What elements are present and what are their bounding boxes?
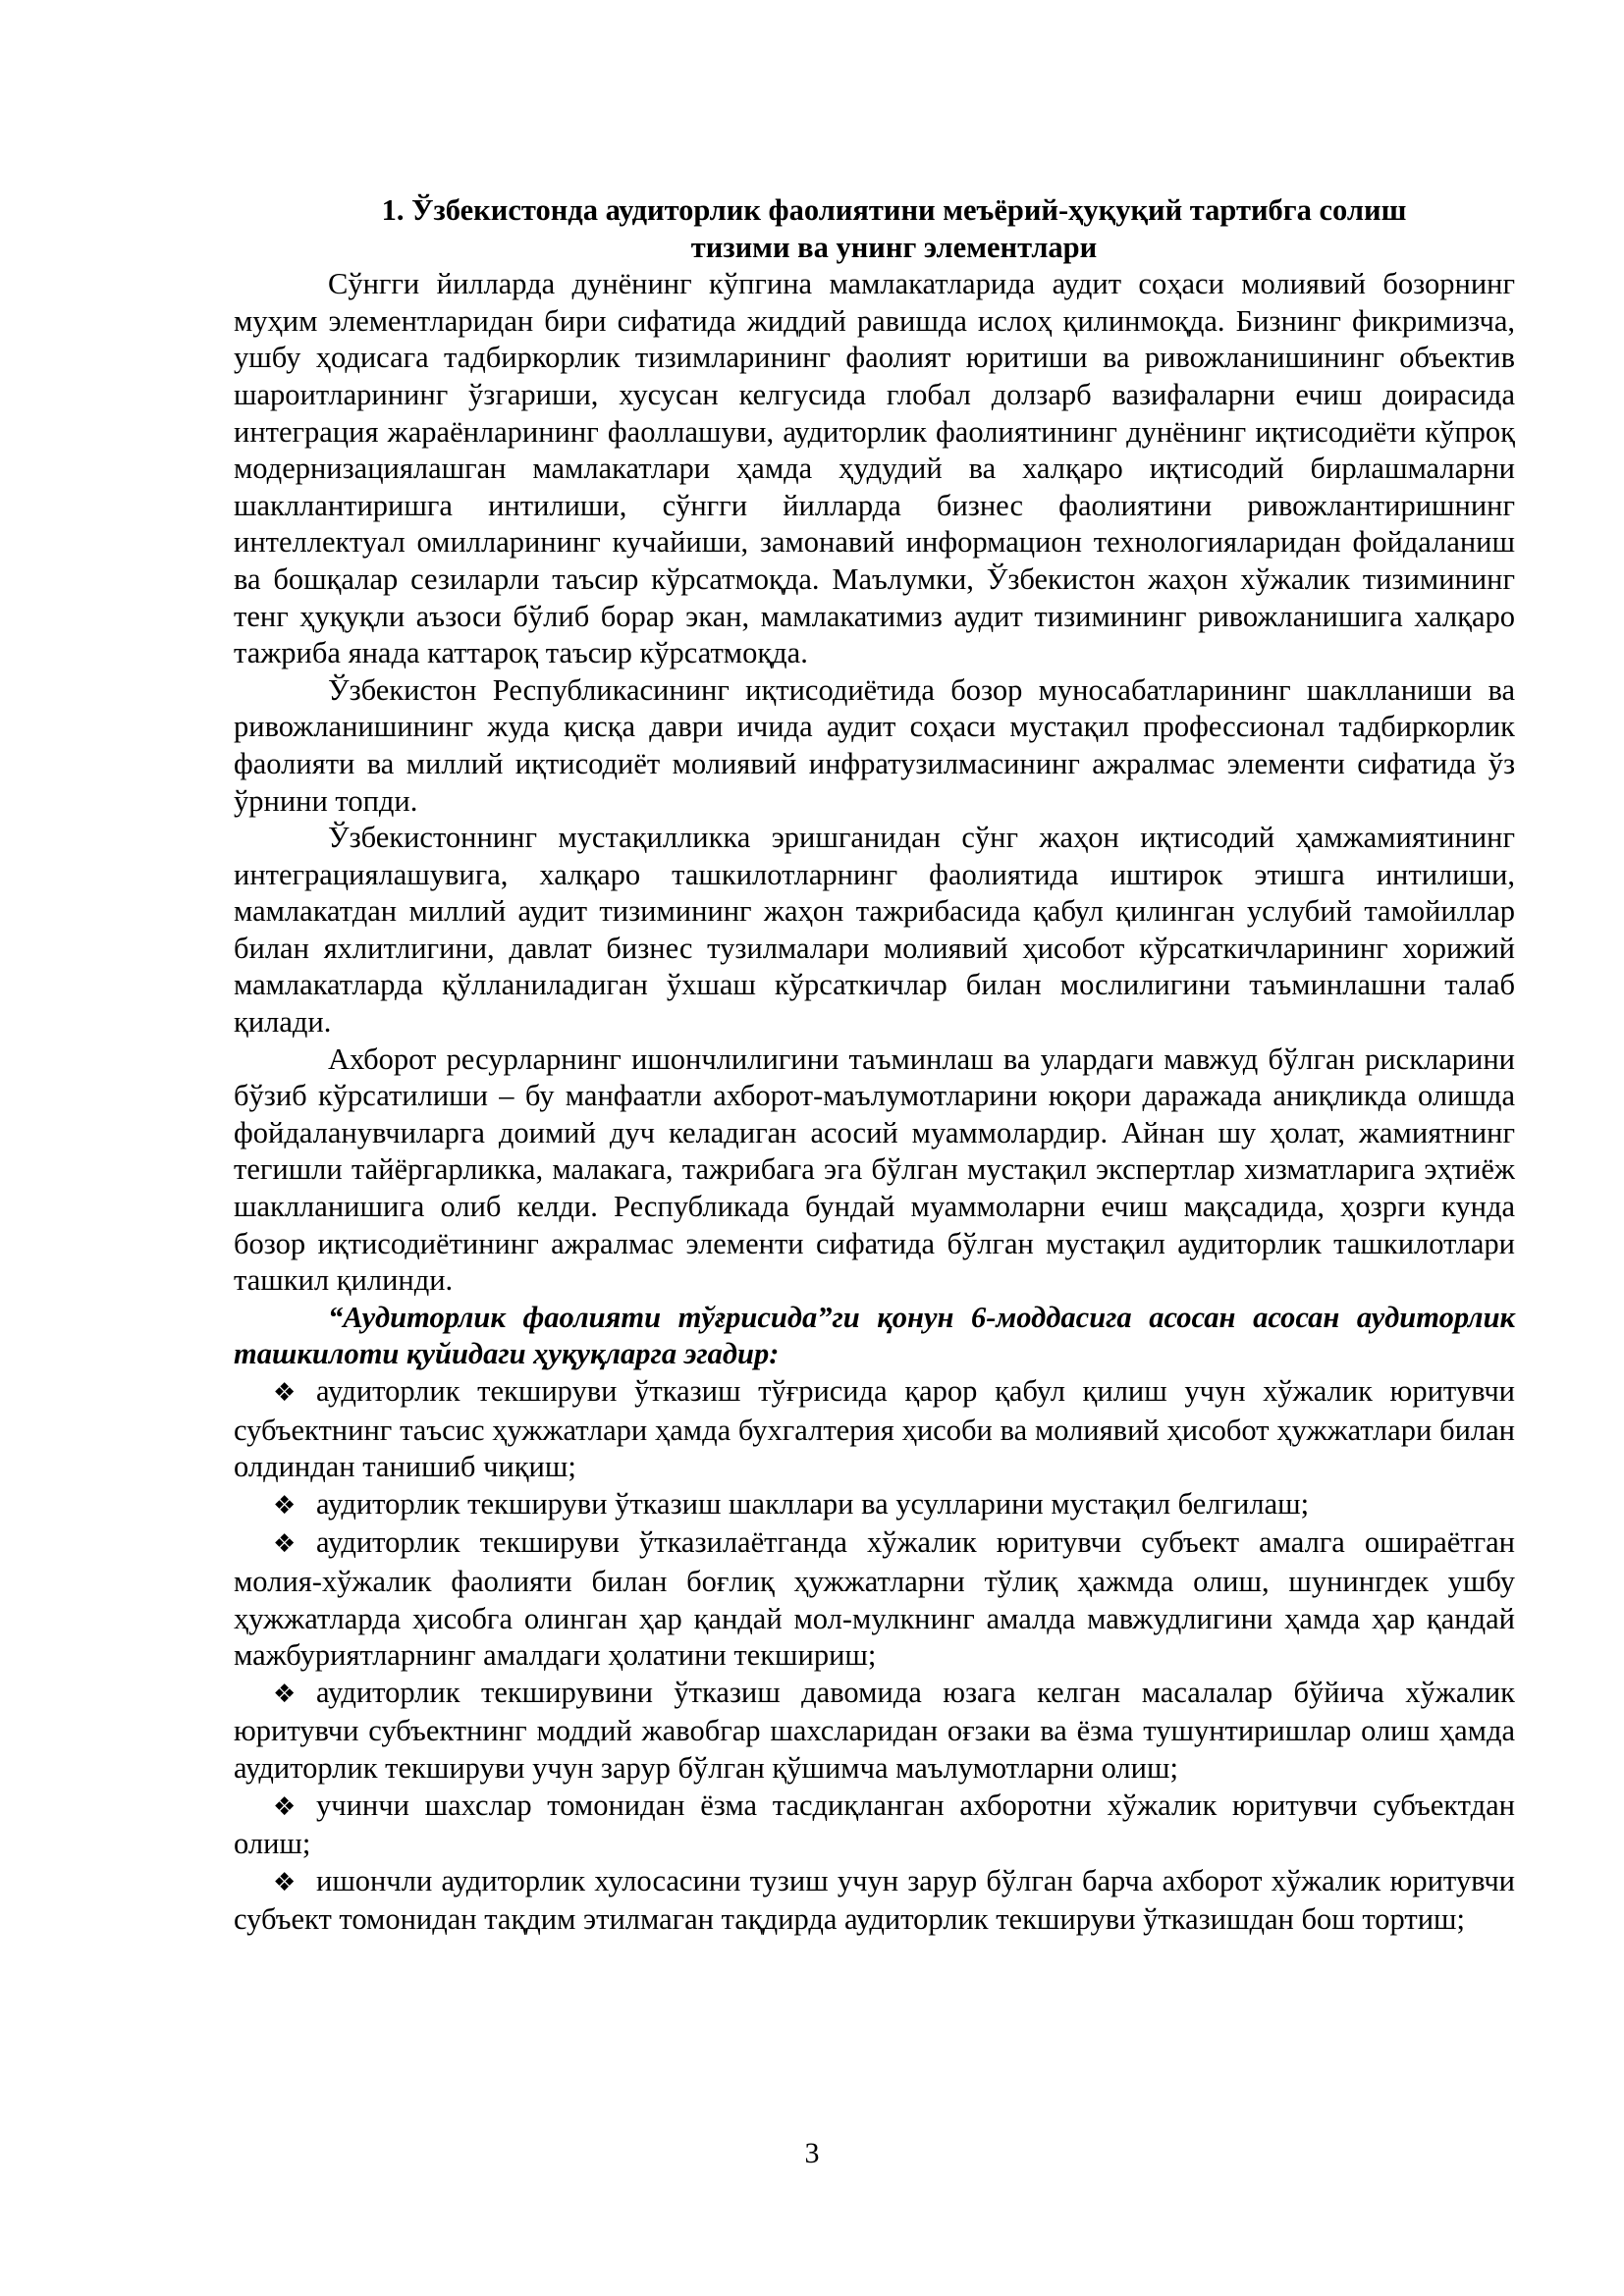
page-number: 3: [804, 2137, 820, 2169]
law-reference-heading: “Аудиторлик фаолияти тўғрисида”ги қонун 6-моддасига асосан асосан аудиторлик ташкилоти қуйидаги ҳуқуқларга эгадир:: [234, 1300, 1515, 1371]
section-heading-line-1: 1. Ўзбекистонда аудиторлик фаолиятини меъёрий-ҳуқуқий тартибга солиш: [381, 193, 1407, 227]
bullet-item-text: аудиторлик текшируви ўтказиш шакллари ва усулларини мустақил белгилаш;: [316, 1486, 1310, 1521]
bullet-item-5: [234, 1788, 1515, 1863]
bullet-item-2: [234, 1486, 1515, 1525]
diamond-bullet-icon: ❖: [273, 1529, 297, 1560]
diamond-bullet-icon: ❖: [273, 1378, 297, 1408]
bullet-item-text: аудиторлик текшируви ўтказиш тўғрисида қарор қабул қилиш учун хўжалик юритувчи субъектнинг таъсис ҳужжатлари ҳамда бухгалтерия ҳисоби ва молиявий ҳисобот ҳужжатлари билан олдиндан танишиб чиқиш;: [234, 1374, 1515, 1484]
diamond-bullet-icon: ❖: [273, 1791, 297, 1822]
diamond-bullet-icon: ❖: [273, 1867, 297, 1897]
bullet-item-text: ишончли аудиторлик хулосасини тузиш учун зарур бўлган барча ахборот хўжалик юритувчи субъект томонидан тақдим этилмаган тақдирда аудиторлик текшируви ўтказишдан бош тортиш;: [234, 1863, 1515, 1937]
paragraph-1: Сўнгги йилларда дунёнинг кўпгина мамлакатларида аудит соҳаси молиявий бозорнинг муҳим элементларидан бири сифатида жиддий равишда ислоҳ қилинмоқда. Бизнинг фикримизча, ушбу ҳодисага тадбиркорлик тизимларининг фаолият юритиши ва ривожланишининг объектив шароитларининг ўзгариши, хусусан келгусида глобал долзарб вазифаларни ечиш доирасида интеграция жараёнларининг фаоллашуви, аудиторлик фаолиятининг дунёнинг иқтисодиёти кўпроқ модернизациялашган мамлакатлари ҳамда ҳудудий ва халқаро иқтисодий бирлашмаларни шакллантиришга интилиши, сўнгги йилларда бизнес фаолиятини ривожлантиришнинг интеллектуал омилларининг кучайиши, замонавий информацион технологияларидан фойдаланиш ва бошқалар сезиларли таъсир кўрсатмоқда. Маълумки, Ўзбекистон жаҳон хўжалик тизимининг тенг ҳуқуқли аъзоси бўлиб борар экан, мамлакатимиз аудит тизимининг ривожланишига халқаро тажриба янада каттароқ таъсир кўрсатмоқда.: [234, 267, 1515, 670]
bullet-item-text: аудиторлик текшируви ўтказилаётганда хўжалик юритувчи субъект амалга ошираётган молия-хўжалик фаолияти билан боғлиқ ҳужжатларни тўлиқ ҳажмда олиш, шунингдек ушбу ҳужжатларда ҳисобга олинган ҳар қандай мол-мулкнинг амалда мавжудлигини ҳамда ҳар қандай мажбуриятларнинг амалдаги ҳолатини текшириш;: [234, 1525, 1515, 1673]
diamond-bullet-icon: ❖: [273, 1679, 297, 1709]
paragraph-4: Ахборот ресурларнинг ишончлилигини таъминлаш ва улардаги мавжуд бўлган рискларини бўзиб кўрсатилиши – бу манфаатли ахборот-маълумотларини юқори даражада аниқликда олишда фойдаланувчиларга доимий дуч келадиган асосий муаммолардир. Айнан шу ҳолат, жамиятнинг тегишли тайёргарликка, малакага, тажрибага эга бўлган мустақил экспертлар хизматларига эҳтиёж шаклланишига олиб келди. Республикада бундай муаммоларни ечиш мақсадида, ҳозрги кунда бозор иқтисодиётининг ажралмас элементи сифатида бўлган мустақил аудиторлик ташкилотлари ташкил қилинди.: [234, 1041, 1515, 1298]
paragraph-3: Ўзбекистоннинг мустақилликка эришганидан сўнг жаҳон иқтисодий ҳамжамиятининг интеграциялашувига, халқаро ташкилотларнинг фаолиятида иштирок этишга интилиши, мамлакатдан миллий аудит тизимининг жаҳон тажрибасида қабул қилинган услубий тамойиллар билан яхлитлигини, давлат бизнес тузилмалари молиявий ҳисобот кўрсаткичларининг хорижий мамлакатларда қўлланиладиган ўхшаш кўрсаткичлар билан мослилигини таъминлашни талаб қилади.: [234, 821, 1515, 1040]
diamond-bullet-icon: ❖: [273, 1490, 297, 1521]
bullet-item-3: [234, 1524, 1515, 1674]
bullet-item-1: [234, 1373, 1515, 1486]
page-content: [234, 192, 1515, 1939]
bullet-item-text: учинчи шахслар томонидан ёзма тасдиқланган ахборотни хўжалик юритувчи субъектдан олиш;: [234, 1788, 1515, 1861]
bullet-item-6: [234, 1863, 1515, 1939]
bullet-item-4: [234, 1675, 1515, 1788]
paragraph-2: Ўзбекистон Республикасининг иқтисодиётида бозор муносабатларининг шаклланиши ва ривожланишининг жуда қисқа даври ичида аудит соҳаси мустақил профессионал тадбиркорлик фаолияти ва миллий иқтисодиёт молиявий инфратузилмасининг ажралмас элементи сифатида ўз ўрнини топди.: [234, 672, 1515, 818]
section-heading-line-2: тизими ва унинг элементлари: [690, 230, 1098, 264]
section-heading: [234, 192, 1515, 266]
bullet-item-text: аудиторлик текширувини ўтказиш давомида юзага келган масалалар бўйича хўжалик юритувчи субъектнинг моддий жавобгар шахсларидан оғзаки ва ёзма тушунтиришлар олиш ҳамда аудиторлик текшируви учун зарур бўлган қўшимча маълумотларни олиш;: [234, 1675, 1515, 1785]
